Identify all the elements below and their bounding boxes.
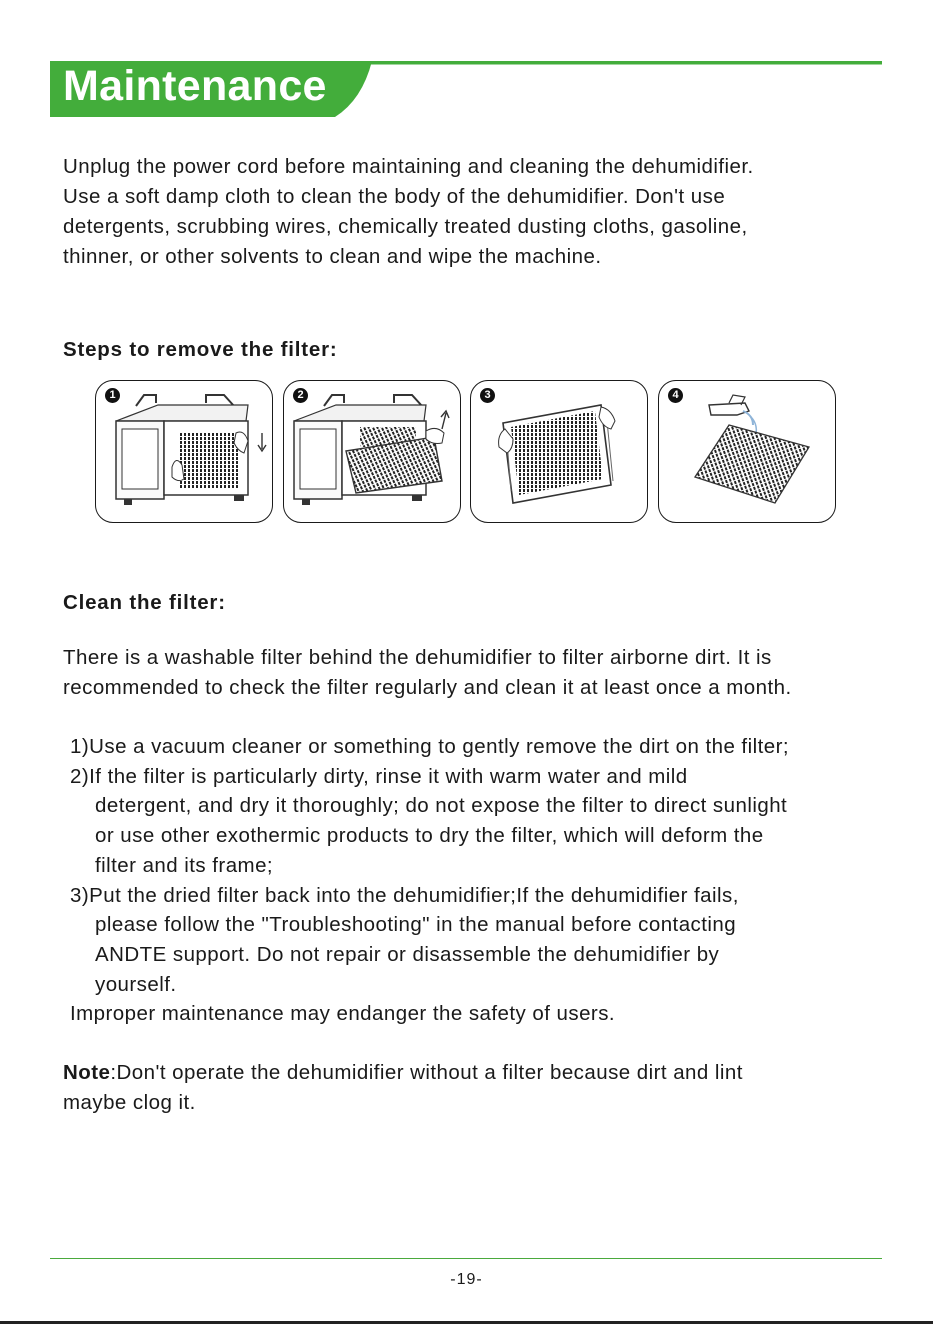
clean-intro-line: There is a washable filter behind the dehumidifier to filter airborne dirt. It is — [63, 646, 772, 669]
warning-line — [70, 999, 789, 1029]
list-item-first-line: 2)If the filter is particularly dirty, rinse it with warm water and mild — [70, 764, 688, 788]
list-item — [70, 732, 789, 762]
filter-rinse-faucet-icon — [659, 381, 837, 524]
step-panel-3 — [470, 380, 648, 523]
list-item — [70, 881, 789, 1000]
list-item — [70, 762, 789, 881]
list-item-continuation: yourself. — [95, 972, 177, 996]
footer-divider — [50, 1258, 882, 1259]
step-number-badge: 2 — [293, 388, 308, 403]
steps-heading: Steps to remove the filter: — [63, 338, 338, 361]
dehumidifier-pull-filter-icon — [284, 381, 462, 524]
intro-line: Use a soft damp cloth to clean the body of the dehumidifier. Don't use — [63, 185, 726, 208]
cleaning-steps-list — [70, 732, 789, 1029]
clean-filter-heading: Clean the filter: — [63, 591, 226, 614]
note-line-2: maybe clog it. — [63, 1091, 196, 1114]
intro-line: Unplug the power cord before maintaining and cleaning the dehumidifier. — [63, 155, 754, 178]
filter-frame-hands-icon — [471, 381, 649, 524]
page-number: -19- — [450, 1271, 483, 1288]
step-panel-2 — [283, 380, 461, 523]
list-item-continuation: filter and its frame; — [95, 853, 274, 877]
clean-intro-line: recommended to check the filter regularly and clean it at least once a month. — [63, 676, 792, 699]
note-paragraph — [63, 1058, 743, 1118]
list-item-continuation: detergent, and dry it thoroughly; do not expose the filter to direct sunlight — [95, 794, 788, 818]
step-panel-1 — [95, 380, 273, 523]
list-item-first-line: 1)Use a vacuum cleaner or something to gently remove the dirt on the filter; — [70, 735, 790, 758]
note-line-1 — [63, 1058, 743, 1088]
intro-paragraph — [63, 152, 754, 272]
list-item-continuation: please follow the "Troubleshooting" in the manual before contacting — [95, 913, 737, 937]
note-label: Note — [63, 1061, 111, 1084]
list-item-continuation: or use other exothermic products to dry the filter, which will deform the — [95, 824, 764, 848]
list-item-continuation: ANDTE support. Do not repair or disassemble the dehumidifier by — [95, 942, 720, 966]
step-number-badge: 1 — [105, 388, 120, 403]
step-number-badge: 3 — [480, 388, 495, 403]
intro-line: detergents, scrubbing wires, chemically treated dusting cloths, gasoline, — [63, 215, 748, 238]
step-number-badge: 4 — [668, 388, 683, 403]
note-text: :Don't operate the dehumidifier without a filter because dirt and lint — [110, 1061, 743, 1084]
step-panel-4 — [658, 380, 836, 523]
maintenance-warning: Improper maintenance may endanger the safety of users. — [70, 1002, 616, 1026]
page-title: Maintenance — [63, 62, 327, 110]
clean-intro-paragraph — [63, 643, 792, 703]
dehumidifier-press-filter-icon — [96, 381, 274, 524]
intro-line: thinner, or other solvents to clean and wipe the machine. — [63, 245, 602, 268]
list-item-first-line: 3)Put the dried filter back into the dehumidifier;If the dehumidifier fails, — [70, 883, 739, 907]
